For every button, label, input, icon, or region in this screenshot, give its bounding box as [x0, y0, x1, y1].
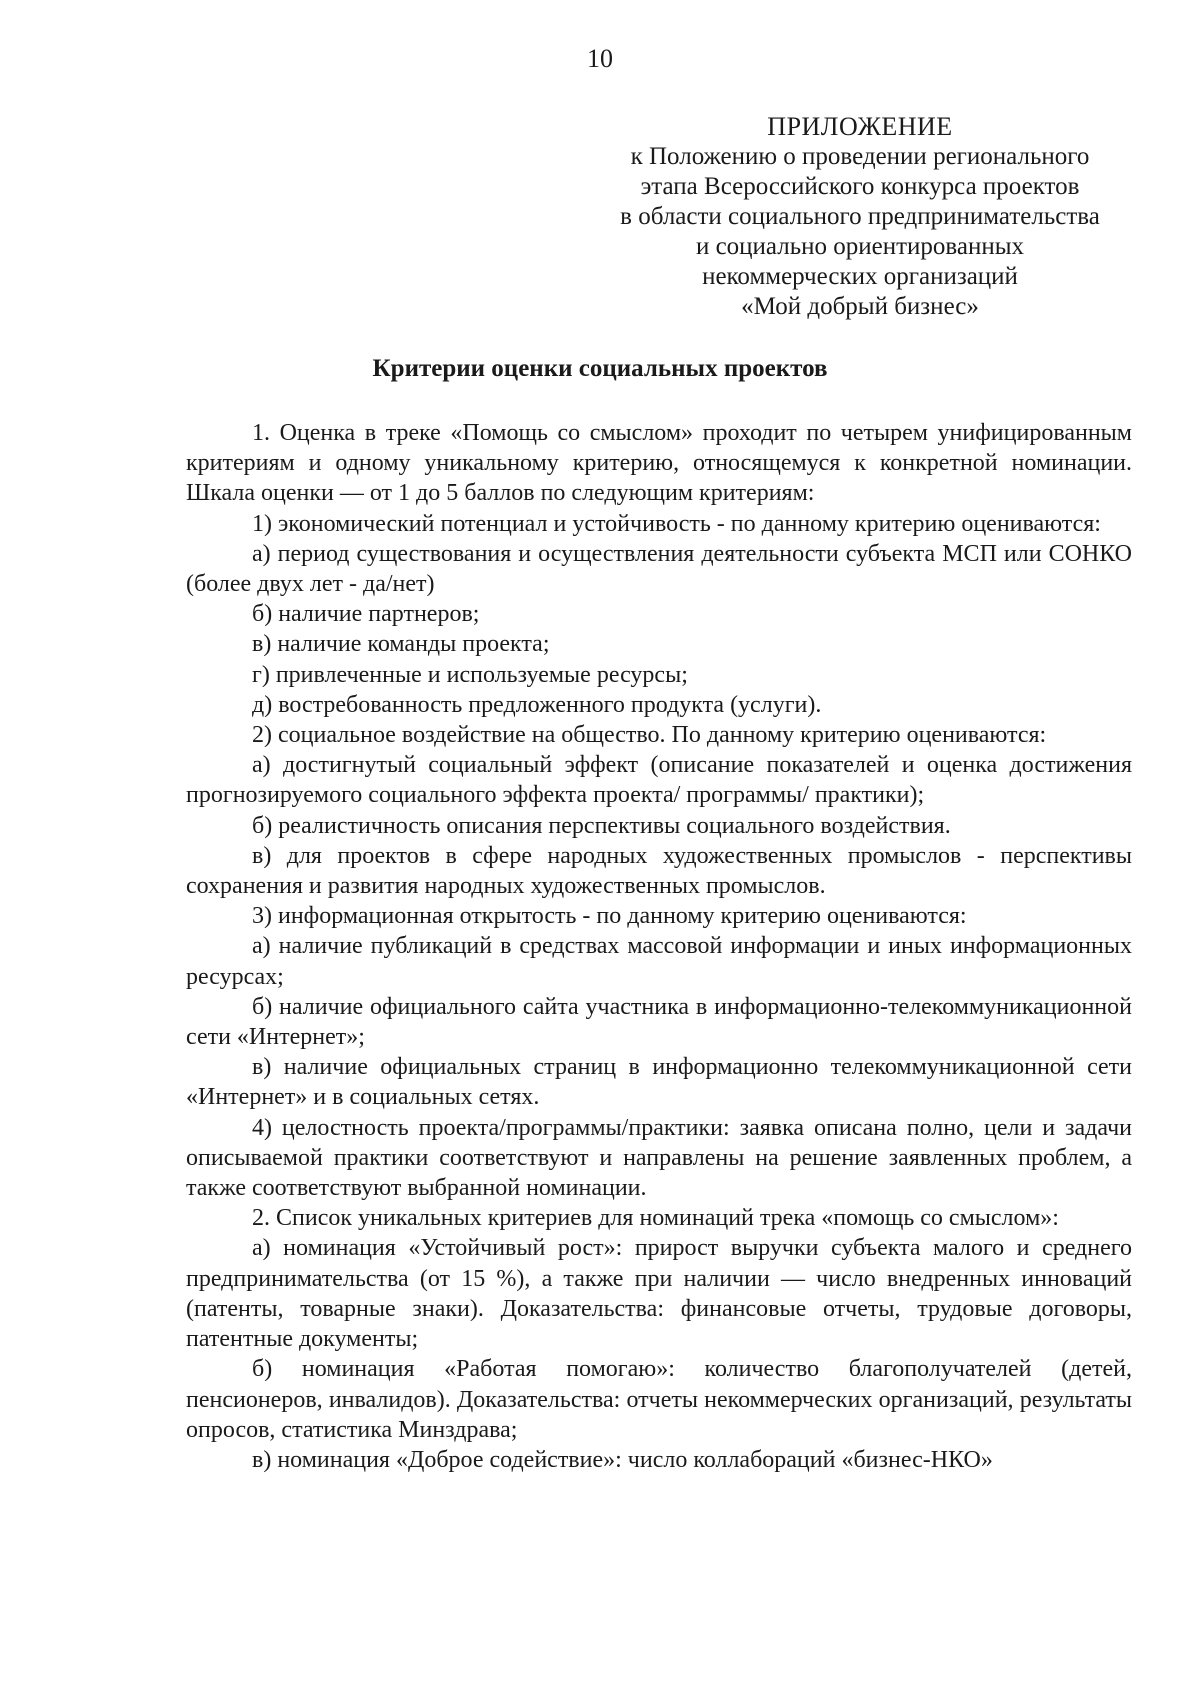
paragraph: б) наличие официального сайта участника в информационно-телекоммуникационной сети «Интернет»; — [186, 993, 1132, 1051]
paragraph: б) реалистичность описания перспективы социального воздействия. — [252, 812, 951, 839]
paragraph: д) востребованность предложенного продукта (услуги). — [252, 691, 822, 718]
section-heading: Критерии оценки социальных проектов — [372, 355, 828, 382]
body-text — [186, 418, 1132, 1475]
paragraph: 4) целостность проекта/программы/практики: заявка описана полно, цели и задачи описываемой практики соответствуют и направлены на решение заявленных проблем, а также соответствуют выбранной номинации. — [186, 1114, 1132, 1202]
paragraph: б) наличие партнеров; — [252, 601, 480, 628]
appendix-line: «Мой добрый бизнес» — [741, 293, 979, 320]
paragraph: в) для проектов в сфере народных художественных промыслов - перспективы сохранения и развития народных художественных промыслов. — [186, 842, 1132, 900]
paragraph: 2) социальное воздействие на общество. По данному критерию оцениваются: — [252, 722, 1047, 749]
paragraph: в) наличие официальных страниц в информационно телекоммуникационной сети «Интернет» и в социальных сетях. — [186, 1054, 1132, 1111]
paragraph: г) привлеченные и используемые ресурсы; — [252, 661, 688, 688]
appendix-line: некоммерческих организаций — [702, 263, 1018, 290]
appendix-title: ПРИЛОЖЕНИЕ — [767, 112, 953, 141]
paragraph: б) номинация «Работая помогаю»: количество благополучателей (детей, пенсионеров, инвалидов). Доказательства: отчеты некоммерческих организаций, результаты опросов, статистика Минздрава; — [186, 1356, 1132, 1443]
paragraph: 3) информационная открытость - по данному критерию оцениваются: — [252, 903, 967, 930]
paragraph: а) достигнутый социальный эффект (описание показателей и оценка достижения прогнозируемого социального эффекта проекта/ программы/ практики); — [186, 752, 1132, 809]
page-number: 10 — [587, 44, 613, 73]
appendix-block — [590, 112, 1130, 322]
appendix-line: к Положению о проведении регионального — [630, 143, 1090, 170]
paragraph: 2. Список уникальных критериев для номинаций трека «помощь со смыслом»: — [252, 1205, 1059, 1232]
appendix-line: в области социального предпринимательства — [620, 203, 1100, 230]
paragraph: в) наличие команды проекта; — [252, 631, 550, 658]
paragraph: 1) экономический потенциал и устойчивость - по данному критерию оцениваются: — [252, 510, 1101, 537]
paragraph: в) номинация «Доброе содействие»: число коллабораций «бизнес-НКО» — [252, 1446, 993, 1473]
paragraph: а) наличие публикаций в средствах массовой информации и иных информационных ресурсах; — [186, 933, 1132, 990]
appendix-line: и социально ориентированных — [695, 233, 1025, 260]
appendix-line: этапа Всероссийского конкурса проектов — [640, 173, 1080, 200]
paragraph: а) номинация «Устойчивый рост»: прирост выручки субъекта малого и среднего предпринимательства (от 15 %), а также при наличии — число внедренных инноваций (патенты, товарные знаки). Доказательства: финансовые отчеты, трудовые договоры, патентные документы; — [186, 1235, 1132, 1353]
paragraph: а) период существования и осуществления деятельности субъекта МСП или СОНКО (более двух лет - да/нет) — [186, 540, 1132, 598]
paragraph: 1. Оценка в треке «Помощь со смыслом» проходит по четырем унифицированным критериям и одному уникальному критерию, относящемуся к конкретной номинации. Шкала оценки — от 1 до 5 баллов по следующим критериям: — [186, 420, 1132, 507]
